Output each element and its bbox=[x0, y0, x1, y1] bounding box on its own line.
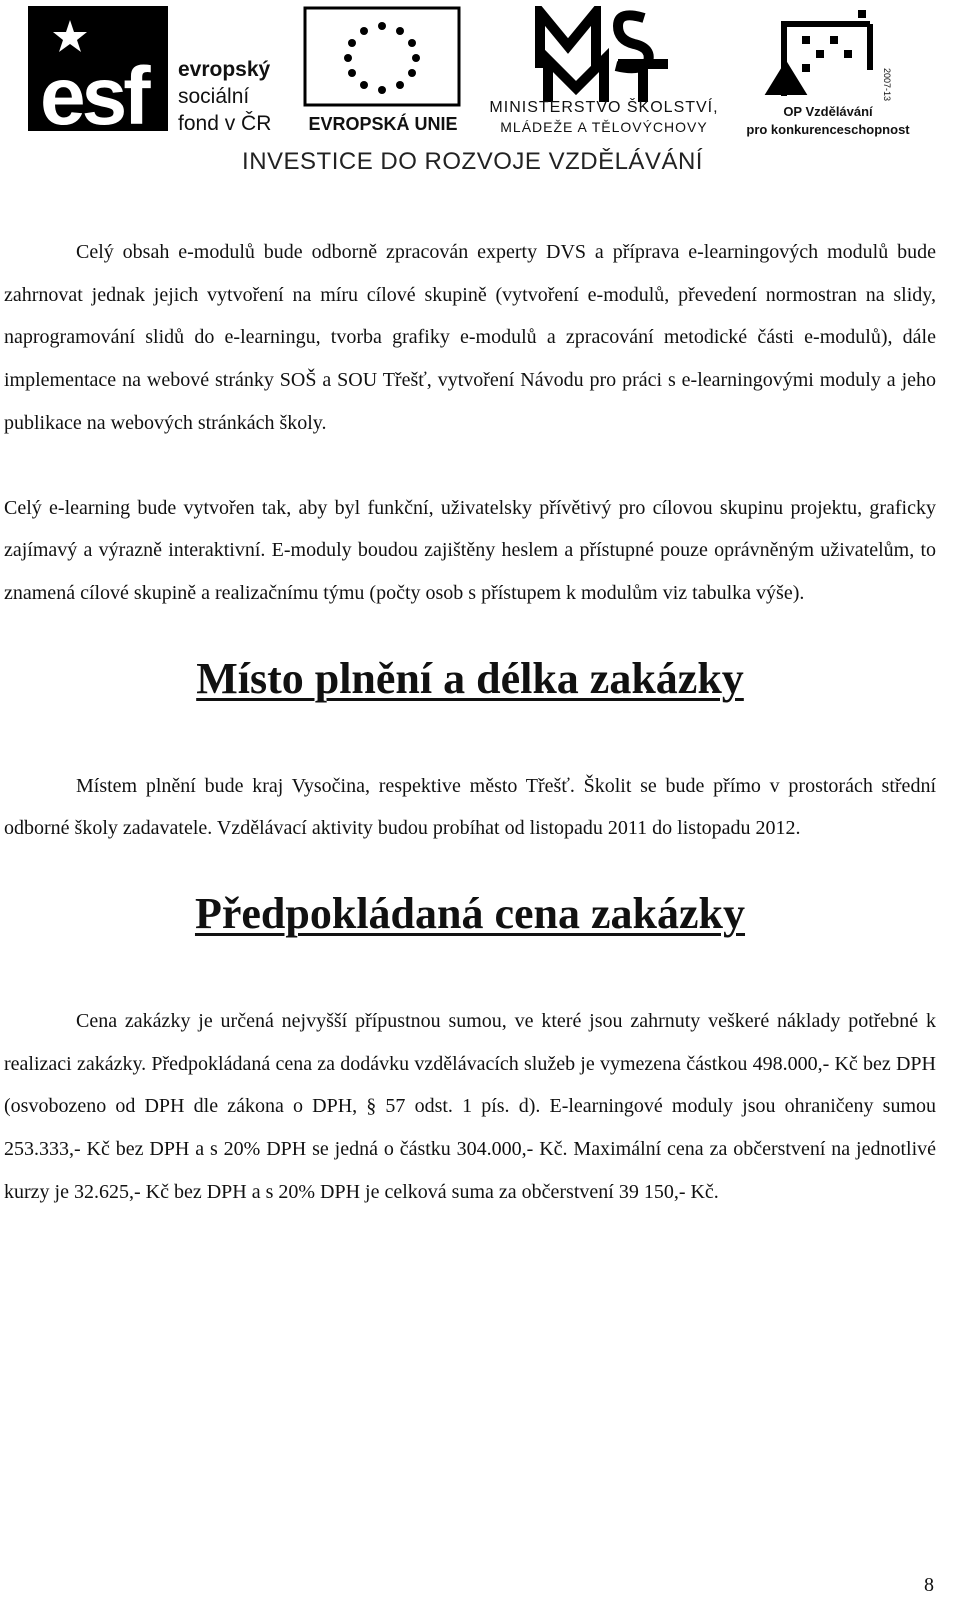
heading-place-duration-text: Místo plnění a délka zakázky bbox=[196, 653, 744, 703]
logo-header bbox=[0, 0, 960, 190]
esf-line3: fond v ČR bbox=[178, 112, 272, 135]
op-vk-emblem-icon bbox=[770, 24, 870, 96]
msmt-logo bbox=[468, 6, 740, 141]
msmt-monogram-icon bbox=[540, 12, 668, 102]
heading-estimated-price bbox=[4, 886, 936, 942]
eu-flag-logo bbox=[303, 6, 463, 136]
heading-estimated-price-text: Předpokládaná cena zakázky bbox=[194, 889, 746, 939]
paragraph-e-modules: Celý obsah e-modulů bude odborně zpracován experty DVS a příprava e-learningových modulů bude zahrnovat jednak jejich vytvoření na míru cílové skupině (vytvoření e-modulů, převedení normostran na slidy, naprogramování slidů do e-learningu, tvorba grafiky e-modulů a zpracování metodické části e-modulů), dále implementace na webové stránky SOŠ a SOU Třešť, vytvoření Návodu pro práci s e-learningovými moduly a jeho publikace na webových stránkách školy. bbox=[4, 241, 936, 434]
header-tagline: INVESTICE DO ROZVOJE VZDĚLÁVÁNÍ bbox=[242, 148, 703, 175]
esf-line1: evropský bbox=[178, 58, 271, 81]
paragraph-price: Cena zakázky je určená nejvyšší přípustnou sumou, ve které jsou zahrnuty veškeré náklady potřebné k realizaci zakázky. Předpokládaná cena za dodávku vzdělávacích služeb je vymezena částkou 498.000,- Kč bez DPH (osvobozeno od DPH dle zákona o DPH, § 57 odst. 1 pís. d). E-learningové moduly jsou ohraničeny sumou 253.333,- Kč bez DPH a s 20% DPH se jedná o částku 304.000,- Kč. Maximální cena za občerstvení na jednotlivé kurzy je 32.625,- Kč bez DPH a s 20% DPH je celková suma za občerstvení 39 150,- Kč. bbox=[4, 1010, 936, 1203]
op-vk-years: 2007-13 bbox=[882, 68, 892, 102]
op-vk-line2: pro konkurenceschopnost bbox=[746, 122, 910, 137]
op-vk-logo bbox=[742, 6, 922, 141]
document-body bbox=[4, 231, 936, 1214]
esf-letters: esf bbox=[40, 51, 147, 136]
msmt-line1: MINISTERSTVO ŠKOLSTVÍ, bbox=[489, 99, 719, 116]
op-vk-line1: OP Vzdělávání bbox=[783, 104, 873, 119]
paragraph-place: Místem plnění bude kraj Vysočina, respektive město Třešť. Školit se bude přímo v prostorách střední odborné školy zadavatele. Vzdělávací aktivity budou probíhat od listopadu 2011 do listopadu 2012. bbox=[4, 774, 936, 840]
page-number: 8 bbox=[924, 1574, 934, 1596]
paragraph-e-learning: Celý e-learning bude vytvořen tak, aby byl funkční, uživatelsky přívětivý pro cílovou skupinu projektu, graficky zajímavý a výrazně interaktivní. E-moduly boudou zajištěny heslem a přístupné pouze oprávněným uživatelům, to znamená cílové skupině a realizačnímu týmu (počty osob s přístupem k modulům viz tabulka výše). bbox=[4, 496, 936, 604]
esf-line2: sociální bbox=[178, 85, 250, 108]
msmt-line2: MLÁDEŽE A TĚLOVÝCHOVY bbox=[500, 119, 708, 135]
op-vk-dots-icon bbox=[802, 10, 866, 72]
heading-place-duration bbox=[4, 651, 936, 707]
eu-caption: EVROPSKÁ UNIE bbox=[308, 114, 458, 134]
esf-logo bbox=[28, 6, 298, 136]
